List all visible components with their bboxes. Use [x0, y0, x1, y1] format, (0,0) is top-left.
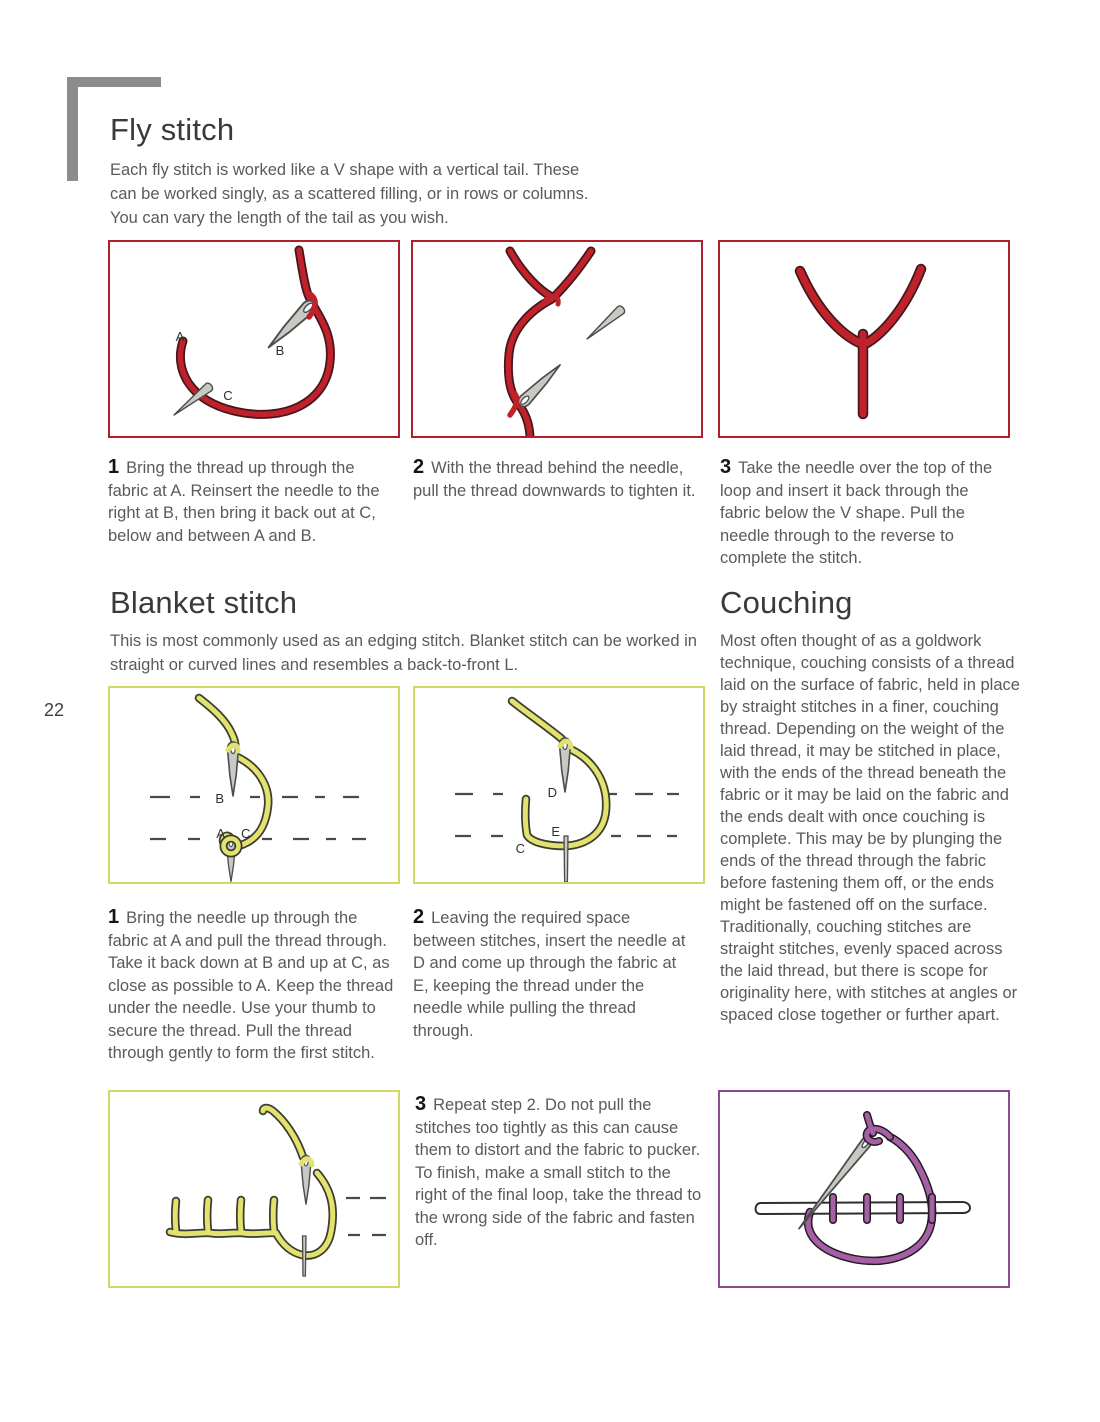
finished-fly-stitch: [800, 269, 921, 414]
step-text: Repeat step 2. Do not pull the stitches too tightly as this can cause them to distort and the fabric to pucker. To finish, make a small stitch to the right of the final loop, take the thread to the wrong side of the fabric and fasten off.: [415, 1096, 702, 1249]
blanket-step3-illustration: [110, 1092, 398, 1286]
needle-tip-icon: [584, 304, 626, 342]
blanket-step1-illustration: [110, 688, 398, 882]
blanket-step1-figure: [108, 686, 400, 884]
blanket-stitch-title: Blanket stitch: [110, 585, 298, 620]
couching-figure: [718, 1090, 1010, 1288]
page-number: 22: [44, 700, 65, 720]
step-number: 3: [415, 1093, 427, 1115]
step-text: Bring the thread up through the fabric at A. Reinsert the needle to the right at B, then bring it back out at C, below and between A and B.: [108, 459, 380, 545]
point-label-c: C: [515, 841, 525, 856]
corner-mark-vertical: [67, 77, 78, 181]
needle-shaft-icon: [564, 836, 568, 882]
fly-step3-figure: [718, 240, 1010, 438]
needle-shaft-icon: [303, 1236, 307, 1276]
step-number: 1: [108, 906, 120, 928]
needle-icon: [264, 298, 318, 352]
point-label-c: C: [241, 826, 251, 841]
step-number: 2: [413, 456, 425, 478]
fly-step1-illustration: [110, 242, 398, 436]
guide-dashes: [346, 1198, 386, 1235]
point-label-b: B: [275, 343, 285, 358]
step-text: Leaving the required space between stitches, insert the needle at D and come up through the fabric at E, keeping the thread under the needle while pulling the thread through.: [413, 909, 686, 1040]
fly-step3-illustration: [720, 242, 1008, 436]
blanket-step-2-caption: [413, 906, 695, 1042]
fly-step2-illustration: [413, 242, 701, 436]
point-label-a: A: [216, 826, 225, 841]
guide-dashes: [455, 794, 679, 836]
fly-stitch-intro: Each fly stitch is worked like a V shape with a vertical tail. These can be worked singly, as a scattered filling, or in rows or columns. You can vary the length of the tail as you wish.: [110, 161, 589, 227]
point-label-d: D: [547, 785, 557, 800]
fly-step-3-caption: [720, 456, 1008, 570]
fly-step2-figure: [411, 240, 703, 438]
couching-title: Couching: [720, 585, 853, 620]
couching-body: Most often thought of as a goldwork technique, couching consists of a thread laid on the surface of fabric, held in place by straight stitches in a finer, couching thread. Depending on the weight of the laid thread, it may be stitched in place, with the ends of the thread beneath the fabric or it may be laid on the fabric and the ends dealt with once couching is complete. This may be by plunging the ends of the thread through the fabric before fastening them off, or the ends might be fastened off on the surface. Traditionally, couching stitches are straight stitches, evenly spaced across the laid thread, but there is scope for originality here, with stitches at angles or spaced close together or further apart.: [720, 632, 1020, 1024]
corner-mark-horizontal: [67, 77, 161, 87]
step-number: 1: [108, 456, 120, 478]
step-text: Bring the needle up through the fabric at A and pull the thread through. Take it back down at B and up at C, as close as possible to A. Keep the thread under the needle. Use your thumb to secure the thread. Pull the thread through gently to form the first stitch.: [108, 909, 394, 1062]
fly-step-2-caption: [413, 456, 705, 502]
blanket-step-3-caption: [415, 1093, 703, 1252]
blanket-stitch-intro: This is most commonly used as an edging stitch. Blanket stitch can be worked in straight or curved lines and resembles a back-to-front L.: [110, 632, 697, 674]
point-label-b: B: [215, 791, 224, 806]
blanket-step2-illustration: [415, 688, 703, 882]
point-label-c: C: [223, 388, 233, 403]
point-label-e: E: [551, 824, 560, 839]
blanket-step3-figure: [108, 1090, 400, 1288]
needle-icon: [516, 361, 564, 409]
step-number: 2: [413, 906, 425, 928]
step-number: 3: [720, 456, 732, 478]
fly-step1-figure: [108, 240, 400, 438]
laid-thread: [756, 1202, 971, 1214]
blanket-step-1-caption: [108, 906, 396, 1065]
point-label-a: A: [175, 329, 185, 344]
blanket-step2-figure: [413, 686, 705, 884]
couching-illustration: [720, 1092, 1008, 1286]
fly-stitch-title: Fly stitch: [110, 112, 235, 147]
fly-step-1-caption: [108, 456, 390, 547]
step-text: Take the needle over the top of the loop and insert it back through the fabric below the V shape. Pull the needle through to the reverse to complete the stitch.: [720, 459, 993, 567]
step-text: With the thread behind the needle, pull the thread downwards to tighten it.: [413, 459, 696, 500]
red-thread: [508, 251, 591, 436]
